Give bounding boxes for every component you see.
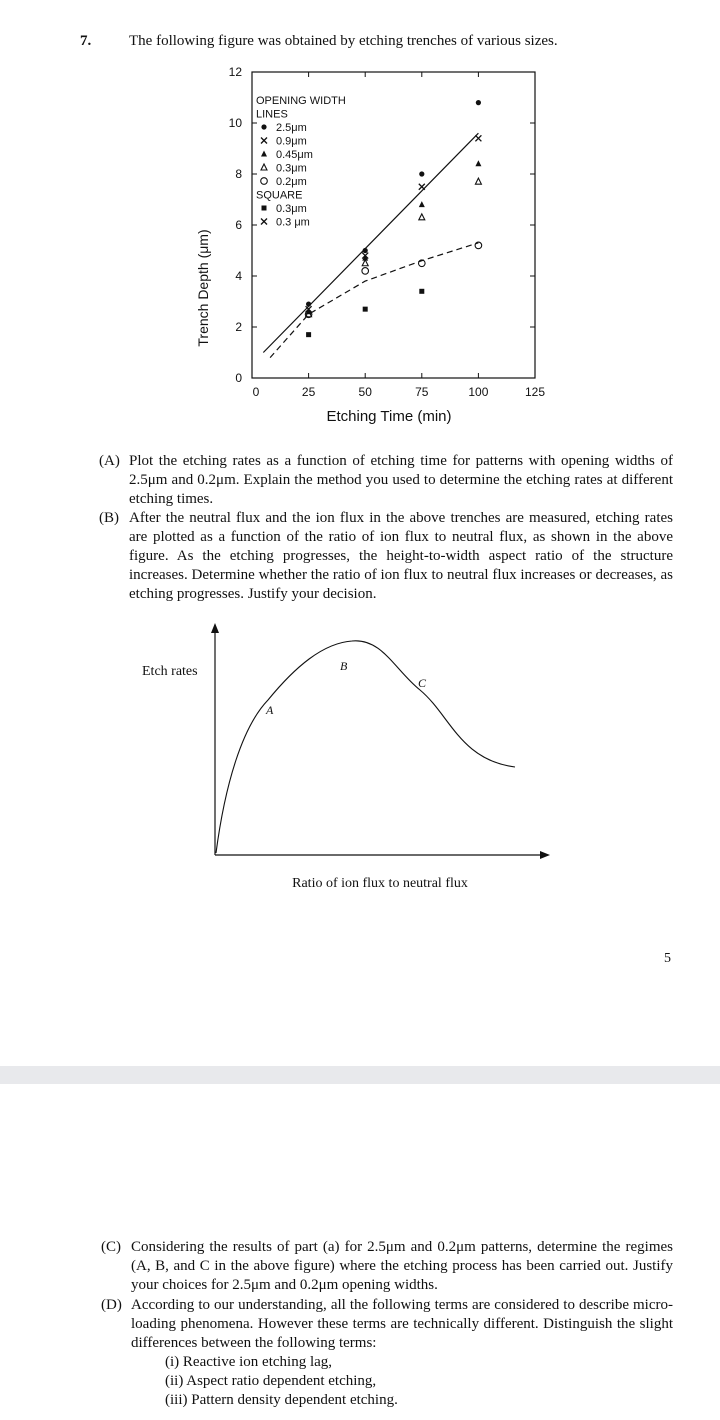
legend-text: 0.45μm bbox=[276, 149, 313, 161]
x-tick-label: 25 bbox=[301, 385, 316, 399]
y-tick-label: 6 bbox=[235, 218, 242, 232]
data-point bbox=[419, 184, 425, 190]
page-separator bbox=[0, 1066, 720, 1084]
legend-marker bbox=[261, 124, 266, 129]
part-b-text: After the neutral flux and the ion flux in the above trenches are measured, etching rates are plotted as a function of the ratio of ion flux to neutral flux, as shown in the above figure. As the etching progresses, the height-to-width aspect ratio of the structure increases. Determine whether the ratio of ion flux to neutral flux increases or decreases, as etching progresses. Justify your decision. bbox=[129, 510, 673, 602]
y-axis-label: Trench Depth (μm) bbox=[195, 229, 211, 347]
question-intro: The following figure was obtained by etching trenches of various sizes. bbox=[129, 33, 558, 49]
label-c: C bbox=[418, 676, 427, 690]
data-point bbox=[306, 301, 311, 306]
x-axis-label: Ratio of ion flux to neutral flux bbox=[292, 876, 468, 891]
part-c-label: (C) bbox=[101, 1239, 121, 1255]
legend-marker bbox=[261, 138, 267, 144]
data-point bbox=[306, 332, 311, 337]
page-number: 5 bbox=[664, 951, 671, 966]
legend-text: OPENING WIDTH bbox=[256, 95, 346, 107]
part-d-item-3: (iii) Pattern density dependent etching. bbox=[165, 1392, 398, 1408]
part-d-item-1: (i) Reactive ion etching lag, bbox=[165, 1354, 333, 1370]
data-point bbox=[419, 289, 424, 294]
legend-marker bbox=[261, 164, 267, 170]
data-point bbox=[419, 214, 425, 220]
part-d-text: According to our understanding, all the following terms are considered to describe micro-loading phenomena. However these terms are technically different. Distinguish the slight differences between the following terms: bbox=[131, 1297, 673, 1351]
part-a-label: (A) bbox=[99, 453, 120, 469]
label-a: A bbox=[266, 703, 274, 717]
x-tick-label: 125 bbox=[524, 385, 546, 399]
legend-text: SQUARE bbox=[256, 189, 303, 202]
data-point bbox=[419, 171, 424, 176]
legend-text: 0.3μm bbox=[276, 203, 307, 215]
part-a bbox=[99, 452, 673, 509]
legend-text: LINES bbox=[256, 108, 288, 121]
part-d-item-2: (ii) Aspect ratio dependent etching, bbox=[165, 1373, 377, 1389]
part-d-label: (D) bbox=[101, 1297, 122, 1313]
data-point bbox=[475, 178, 481, 184]
data-point bbox=[419, 201, 425, 207]
y-tick-label: 10 bbox=[228, 116, 242, 130]
data-point bbox=[475, 135, 481, 141]
y-tick-label: 8 bbox=[235, 167, 242, 181]
legend-text: 0.3 μm bbox=[276, 216, 310, 229]
x-tick-label: 100 bbox=[468, 385, 489, 399]
chart-legend bbox=[256, 95, 346, 229]
part-b bbox=[99, 509, 673, 604]
y-tick-label: 2 bbox=[235, 320, 242, 334]
data-point bbox=[362, 268, 369, 275]
part-c-text: Considering the results of part (a) for 2.5μm and 0.2μm patterns, determine the regimes (A, B, and C in the above figure) where the etching process has been carried out. Justify your choices for 2.5μm and 0.2μm opening widths. bbox=[131, 1239, 673, 1293]
label-b: B bbox=[340, 659, 348, 673]
question-number: 7. bbox=[80, 33, 92, 49]
part-a-text: Plot the etching rates as a function of etching time for patterns with opening widths of 2.5μm and 0.2μm. Explain the method you used to determine the etching rates at different etching times. bbox=[129, 453, 673, 507]
y-tick-label: 0 bbox=[235, 371, 242, 385]
x-tick-label: 50 bbox=[358, 385, 372, 399]
data-point bbox=[475, 160, 481, 166]
legend-marker bbox=[261, 151, 267, 157]
y-tick-label: 12 bbox=[228, 65, 242, 79]
x-tick-label: 0 bbox=[252, 385, 260, 399]
y-axis-label: Etch rates bbox=[142, 664, 198, 679]
data-point bbox=[476, 100, 481, 105]
legend-text: 0.2μm bbox=[276, 176, 307, 188]
legend-marker bbox=[262, 206, 267, 211]
fit-line-dashed bbox=[270, 243, 478, 358]
data-point bbox=[363, 248, 368, 253]
legend-marker bbox=[261, 178, 268, 185]
part-d bbox=[101, 1296, 673, 1353]
legend-text: 2.5μm bbox=[276, 122, 307, 134]
legend-marker bbox=[261, 219, 267, 225]
data-markers bbox=[305, 100, 481, 337]
legend-text: 0.9μm bbox=[276, 135, 307, 148]
y-tick-label: 4 bbox=[235, 269, 242, 283]
x-axis-label: Etching Time (min) bbox=[326, 408, 452, 425]
part-c bbox=[101, 1238, 673, 1295]
part-b-label: (B) bbox=[99, 510, 119, 526]
trench-depth-chart bbox=[170, 60, 570, 430]
legend-text: 0.3μm bbox=[276, 162, 307, 175]
data-point bbox=[363, 307, 368, 312]
x-tick-label: 75 bbox=[415, 385, 429, 399]
etch-rate-chart bbox=[130, 615, 570, 905]
